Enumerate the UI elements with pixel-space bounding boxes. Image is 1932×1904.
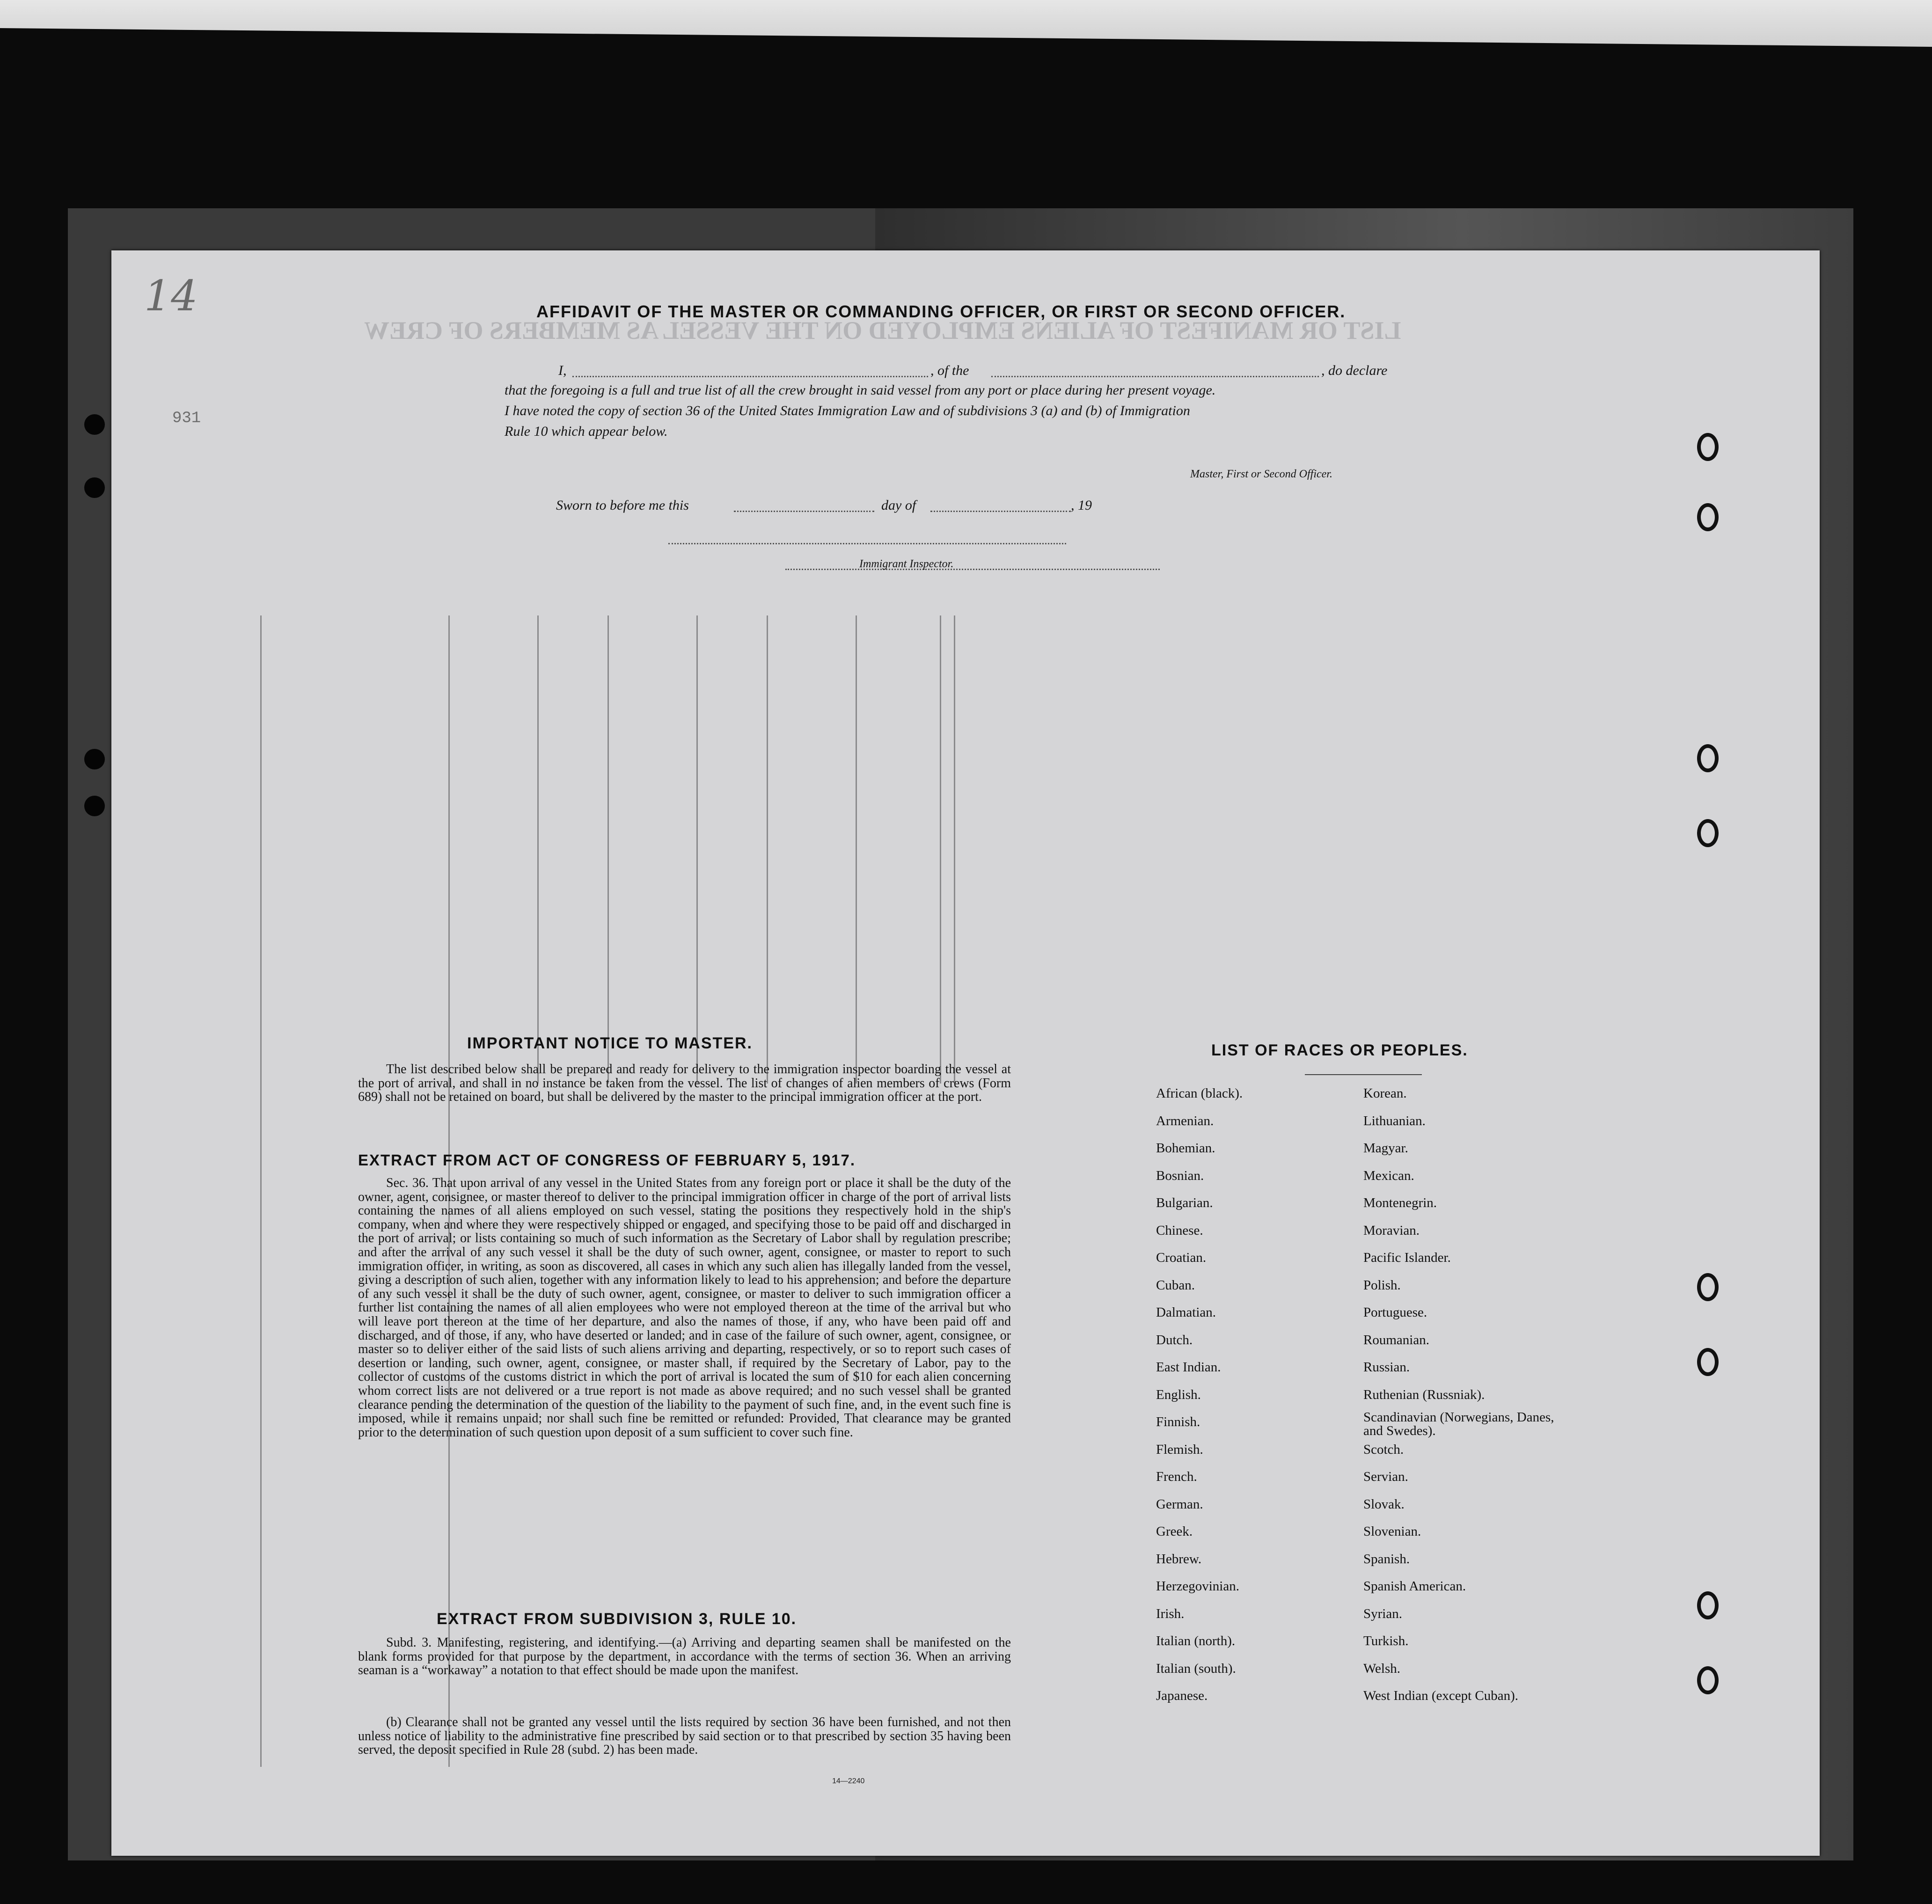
race-item: East Indian. bbox=[1156, 1360, 1221, 1375]
sworn-day-field[interactable] bbox=[734, 511, 874, 512]
race-item: Bosnian. bbox=[1156, 1168, 1204, 1183]
day-of-label: day of bbox=[881, 498, 916, 513]
race-item: English. bbox=[1156, 1387, 1201, 1402]
form-number: 14—2240 bbox=[832, 1777, 865, 1785]
affidavit-statement-2: I have noted the copy of section 36 of the United States Immigration Law and of subdivisions 3 (a) and (b) of Immigration bbox=[505, 403, 1190, 418]
race-item: Finnish. bbox=[1156, 1414, 1200, 1429]
binder-hole bbox=[84, 477, 105, 498]
column-rule bbox=[940, 615, 941, 1084]
race-item: Montenegrin. bbox=[1363, 1195, 1437, 1210]
race-item: Welsh. bbox=[1363, 1661, 1401, 1676]
punch-hole bbox=[1697, 1666, 1719, 1694]
notice-title: IMPORTANT NOTICE TO MASTER. bbox=[467, 1034, 753, 1052]
sworn-label: Sworn to before me this bbox=[556, 498, 689, 513]
race-item: Chinese. bbox=[1156, 1223, 1203, 1238]
affidavit-statement-3: Rule 10 which appear below. bbox=[505, 424, 668, 439]
vessel-field[interactable] bbox=[991, 376, 1319, 377]
column-rule bbox=[696, 615, 698, 1084]
column-rule bbox=[260, 615, 262, 1767]
race-item: Greek. bbox=[1156, 1524, 1193, 1539]
race-item: Roumanian. bbox=[1363, 1332, 1429, 1347]
race-item: German. bbox=[1156, 1496, 1203, 1512]
race-item: Slovak. bbox=[1363, 1496, 1405, 1512]
race-item: West Indian (except Cuban). bbox=[1363, 1688, 1519, 1703]
punch-hole bbox=[1697, 503, 1719, 531]
punch-hole bbox=[1697, 1273, 1719, 1301]
race-item: Lithuanian. bbox=[1363, 1113, 1426, 1128]
race-item: Flemish. bbox=[1156, 1442, 1203, 1457]
race-item: Herzegovinian. bbox=[1156, 1579, 1239, 1594]
race-item: Portuguese. bbox=[1363, 1305, 1427, 1320]
race-item: Mexican. bbox=[1363, 1168, 1414, 1183]
race-item: Italian (north). bbox=[1156, 1633, 1236, 1648]
extract-rule-text-b: (b) Clearance shall not be granted any vessel until the lists required by section 36 have been furnished, and not then unless notice of liability to the administrative fine prescribed by said section or to that prescribed by section 35 having been served, the deposit specified in Rule 28 (subd. 2) has been made. bbox=[358, 1715, 1011, 1758]
race-item: Turkish. bbox=[1363, 1633, 1409, 1648]
affidavit-statement-1: that the foregoing is a full and true list of all the crew brought in said vessel from any port or place during her present voyage. bbox=[505, 382, 1216, 398]
extract-act-title: EXTRACT FROM ACT OF CONGRESS OF FEBRUARY 5, 1917. bbox=[358, 1151, 856, 1169]
affidavit-of-the-label: , of the bbox=[930, 363, 969, 378]
affidavit-title: AFFIDAVIT OF THE MASTER OR COMMANDING OFFICER, OR FIRST OR SECOND OFFICER. bbox=[536, 302, 1346, 321]
extract-rule-text-a: Subd. 3. Manifesting, registering, and identifying.—(a) Arriving and departing seamen shall be manifested on the blank forms provided for that purpose by the department, in accordance with the terms of section 36. When an arriving seaman is a “workaway” a notation to that effect should be made upon the manifest. bbox=[358, 1635, 1011, 1678]
race-item: French. bbox=[1156, 1469, 1197, 1484]
race-item: Russian. bbox=[1363, 1360, 1410, 1375]
race-item: Slovenian. bbox=[1363, 1524, 1421, 1539]
inspector-signature-field[interactable] bbox=[668, 543, 1066, 544]
scan-top-light bbox=[0, 0, 1932, 47]
extract-rule-title: EXTRACT FROM SUBDIVISION 3, RULE 10. bbox=[437, 1610, 797, 1628]
punch-hole bbox=[1697, 1348, 1719, 1376]
race-item: Syrian. bbox=[1363, 1606, 1402, 1621]
races-title-rule bbox=[1305, 1074, 1422, 1075]
punch-hole bbox=[1697, 819, 1719, 847]
bleed-through-title: LIST OR MANIFEST OF ALIENS EMPLOYED ON THE VESSEL AS MEMBERS OF CREW bbox=[364, 316, 1401, 344]
column-rule bbox=[954, 615, 955, 1084]
race-item: Croatian. bbox=[1156, 1250, 1207, 1265]
race-item: Dutch. bbox=[1156, 1332, 1193, 1347]
race-item: Bulgarian. bbox=[1156, 1195, 1213, 1210]
binder-hole bbox=[84, 749, 105, 769]
column-rule bbox=[537, 615, 539, 1084]
sworn-month-field[interactable] bbox=[930, 511, 1071, 512]
column-rule bbox=[856, 615, 857, 1084]
race-item: Ruthenian (Russniak). bbox=[1363, 1387, 1485, 1402]
race-item: Bohemian. bbox=[1156, 1141, 1215, 1156]
column-rule bbox=[767, 615, 768, 1084]
punch-hole bbox=[1697, 744, 1719, 772]
race-item: Cuban. bbox=[1156, 1277, 1195, 1293]
race-item: Magyar. bbox=[1363, 1141, 1408, 1156]
document-sheet bbox=[111, 250, 1820, 1856]
punch-hole bbox=[1697, 433, 1719, 461]
race-item: Hebrew. bbox=[1156, 1551, 1202, 1567]
year-label: , 19 bbox=[1071, 498, 1092, 513]
column-rule bbox=[607, 615, 609, 1084]
binder-hole bbox=[84, 796, 105, 816]
race-item: African (black). bbox=[1156, 1086, 1243, 1101]
race-item: Korean. bbox=[1363, 1086, 1407, 1101]
race-item: Dalmatian. bbox=[1156, 1305, 1216, 1320]
race-item: Pacific Islander. bbox=[1363, 1250, 1451, 1265]
affidavit-i-label: I, bbox=[558, 363, 567, 378]
race-item: Armenian. bbox=[1156, 1113, 1214, 1128]
race-item: Scandinavian (Norwegians, Danes, and Swedes). bbox=[1363, 1410, 1554, 1438]
race-item: Italian (south). bbox=[1156, 1661, 1236, 1676]
race-item: Japanese. bbox=[1156, 1688, 1208, 1703]
race-item: Spanish. bbox=[1363, 1551, 1410, 1567]
race-item: Scotch. bbox=[1363, 1442, 1404, 1457]
punch-hole bbox=[1697, 1591, 1719, 1619]
race-item: Irish. bbox=[1156, 1606, 1185, 1621]
notice-text: The list described below shall be prepared and ready for delivery to the immigration inspector boarding the vessel at the port of arrival, and shall in no instance be taken from the vessel. The list of changes of alien members of crews (Form 689) shall not be retained on board, but shall be delivered by the master to the principal immigration officer at the port. bbox=[358, 1062, 1011, 1105]
affidavit-declare-label: , do declare bbox=[1321, 363, 1388, 378]
name-field[interactable] bbox=[572, 376, 928, 377]
inspector-signature-field-2[interactable] bbox=[785, 569, 1160, 570]
race-item: Polish. bbox=[1363, 1277, 1401, 1293]
binder-hole bbox=[84, 414, 105, 435]
race-item: Moravian. bbox=[1363, 1223, 1420, 1238]
race-item: Servian. bbox=[1363, 1469, 1408, 1484]
races-title: LIST OF RACES OR PEOPLES. bbox=[1211, 1041, 1468, 1059]
race-item: Spanish American. bbox=[1363, 1579, 1466, 1594]
extract-act-text: Sec. 36. That upon arrival of any vessel in the United States from any foreign port or place it shall be the duty of the owner, agent, consignee, or master thereof to deliver to the principal immigration officer in charge of the port of arrival lists containing the names of all aliens employed on such vessel, stating the positions they respectively hold in the ship's company, when and where they were respectively shipped or engaged, and specifying those to be paid off and discharged in the port of arrival; or lists containing so much of such information as the Secretary of Labor shall by regulation prescribe; and after the arrival of any such vessel it shall be the duty of such owner, agent, consignee, or master to report to such immigration officer, in writing, as soon as discovered, all cases in which any such alien has illegally landed from the vessel, giving a description of such alien, together with any information likely to lead to his apprehension; and before the departure of any such vessel it shall be the duty of such owner, agent, consignee, or master to deliver to such immigration officer a further list containing the names of all alien employees who were not employed thereon at the time of the arrival but who will leave port thereon at the time of her departure, and also the names of those, if any, who have been paid off and discharged, and of those, if any, who have deserted or landed; and in case of the failure of such owner, agent, consignee, or master so to deliver either of the said lists of such aliens arriving and departing, respectively, or so to report such cases of desertion or landing, such owner, agent, consignee, or master shall, if required by the Secretary of Labor, pay to the collector of customs of the customs district in which the port of arrival is located the sum of $10 for each alien concerning whom correct lists are not delivered or a true report is not made as above required; and no such vessel shall be granted clearance pending the determination of the question of the liability to the payment of such fine, and, in the event such fine is imposed, while it remains unpaid; nor shall such fine be remitted or refunded: Provided, That clearance may be granted prior to the determination of such question upon deposit of a sum sufficient to cover such fine. bbox=[358, 1176, 1011, 1440]
handwritten-page-scribble: 14 bbox=[144, 271, 198, 321]
inspector-label: Immigrant Inspector. bbox=[859, 558, 954, 570]
master-signature-label: Master, First or Second Officer. bbox=[1190, 468, 1332, 480]
page-mark: 931 bbox=[172, 410, 201, 427]
